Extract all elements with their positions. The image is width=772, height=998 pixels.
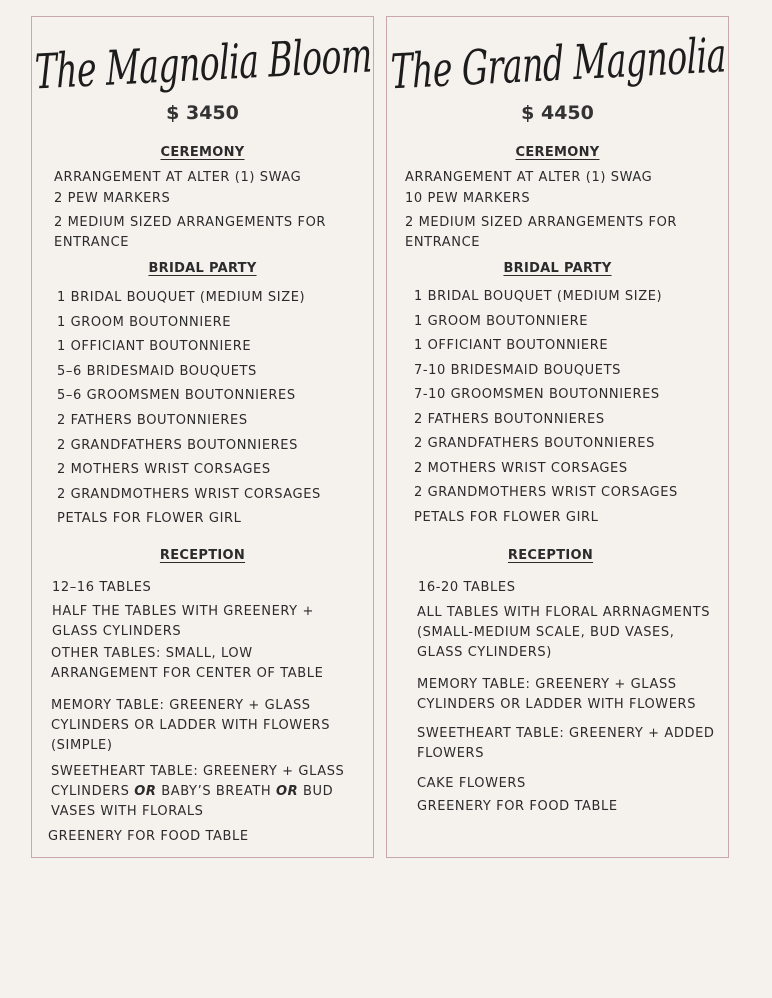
reception-item: GLASS CYLINDERS [52, 624, 182, 639]
package-price: $ 4450 [521, 102, 594, 124]
reception-heading: RECEPTION [159, 548, 246, 563]
reception-item: OTHER TABLES: SMALL, LOW [51, 646, 253, 661]
bridal-item: 7-10 GROOMSMEN BOUTONNIERES [414, 387, 660, 402]
bridal-item: PETALS FOR FLOWER GIRL [57, 511, 242, 526]
package-title: The Grand Magnolia [389, 26, 727, 101]
reception-item: FLOWERS [417, 746, 485, 761]
bridal-item: 5–6 GROOMSMEN BOUTONNIERES [57, 388, 296, 403]
bridal-item: 2 MOTHERS WRIST CORSAGES [57, 462, 271, 477]
bridal-item: 1 BRIDAL BOUQUET (MEDIUM SIZE) [57, 290, 306, 305]
reception-item: 16-20 TABLES [418, 580, 516, 595]
reception-item-text: BABY’S BREATH [161, 784, 272, 799]
reception-item: VASES WITH FLORALS [51, 804, 204, 819]
emphasis-or: OR [134, 784, 157, 799]
reception-item: MEMORY TABLE: GREENERY + GLASS [417, 677, 677, 692]
reception-item: GREENERY FOR FOOD TABLE [48, 829, 249, 844]
package-title: The Magnolia Bloom [34, 26, 373, 101]
ceremony-item: 2 MEDIUM SIZED ARRANGEMENTS FOR [405, 215, 678, 230]
reception-item: MEMORY TABLE: GREENERY + GLASS [51, 698, 311, 713]
bridal-item: 2 GRANDMOTHERS WRIST CORSAGES [57, 487, 321, 502]
bridal-party-heading: BRIDAL PARTY [503, 261, 612, 276]
reception-item: ARRANGEMENT FOR CENTER OF TABLE [51, 666, 324, 681]
bridal-item: 2 MOTHERS WRIST CORSAGES [414, 461, 628, 476]
reception-heading: RECEPTION [507, 548, 594, 563]
reception-item: CYLINDERS OR LADDER WITH FLOWERS [51, 718, 331, 733]
bridal-item: 1 GROOM BOUTONNIERE [57, 315, 232, 330]
reception-item: SWEETHEART TABLE: GREENERY + ADDED [417, 726, 715, 741]
reception-item: ALL TABLES WITH FLORAL ARRNAGMENTS [417, 605, 711, 620]
bridal-item: 5–6 BRIDESMAID BOUQUETS [57, 364, 257, 379]
bridal-item: PETALS FOR FLOWER GIRL [414, 510, 599, 525]
ceremony-item: ARRANGEMENT AT ALTER (1) SWAG [54, 170, 302, 185]
package-card-magnolia-bloom [31, 16, 374, 858]
ceremony-item: ARRANGEMENT AT ALTER (1) SWAG [405, 170, 653, 185]
bridal-item: 2 GRANDFATHERS BOUTONNIERES [414, 436, 655, 451]
reception-item: (SMALL-MEDIUM SCALE, BUD VASES, [417, 625, 675, 640]
bridal-item: 7-10 BRIDESMAID BOUQUETS [414, 363, 621, 378]
reception-item: GLASS CYLINDERS) [417, 645, 552, 660]
bridal-item: 2 FATHERS BOUTONNIERES [57, 413, 248, 428]
package-price: $ 3450 [166, 102, 239, 124]
reception-item-text: BUD [303, 784, 334, 799]
reception-item-text: CYLINDERS [51, 784, 130, 799]
bridal-item: 2 GRANDFATHERS BOUTONNIERES [57, 438, 298, 453]
reception-item: CAKE FLOWERS [417, 776, 526, 791]
ceremony-item: ENTRANCE [54, 235, 130, 250]
bridal-party-heading: BRIDAL PARTY [148, 261, 257, 276]
ceremony-item: 2 PEW MARKERS [54, 191, 171, 206]
reception-item [51, 782, 333, 802]
bridal-item: 1 OFFICIANT BOUTONNIERE [414, 338, 609, 353]
bridal-item: 2 GRANDMOTHERS WRIST CORSAGES [414, 485, 678, 500]
reception-item: HALF THE TABLES WITH GREENERY + [52, 604, 314, 619]
reception-item: 12–16 TABLES [52, 580, 152, 595]
bridal-item: 2 FATHERS BOUTONNIERES [414, 412, 605, 427]
ceremony-heading: CEREMONY [515, 145, 600, 160]
package-card-grand-magnolia [386, 16, 729, 858]
ceremony-item: ENTRANCE [405, 235, 481, 250]
bridal-item: 1 BRIDAL BOUQUET (MEDIUM SIZE) [414, 289, 663, 304]
ceremony-item: 10 PEW MARKERS [405, 191, 531, 206]
ceremony-heading: CEREMONY [160, 145, 245, 160]
reception-item: CYLINDERS OR LADDER WITH FLOWERS [417, 697, 697, 712]
reception-item: (SIMPLE) [51, 738, 113, 753]
emphasis-or: OR [276, 784, 299, 799]
bridal-item: 1 GROOM BOUTONNIERE [414, 314, 589, 329]
reception-item: GREENERY FOR FOOD TABLE [417, 799, 618, 814]
reception-item: SWEETHEART TABLE: GREENERY + GLASS [51, 764, 345, 779]
bridal-item: 1 OFFICIANT BOUTONNIERE [57, 339, 252, 354]
ceremony-item: 2 MEDIUM SIZED ARRANGEMENTS FOR [54, 215, 327, 230]
